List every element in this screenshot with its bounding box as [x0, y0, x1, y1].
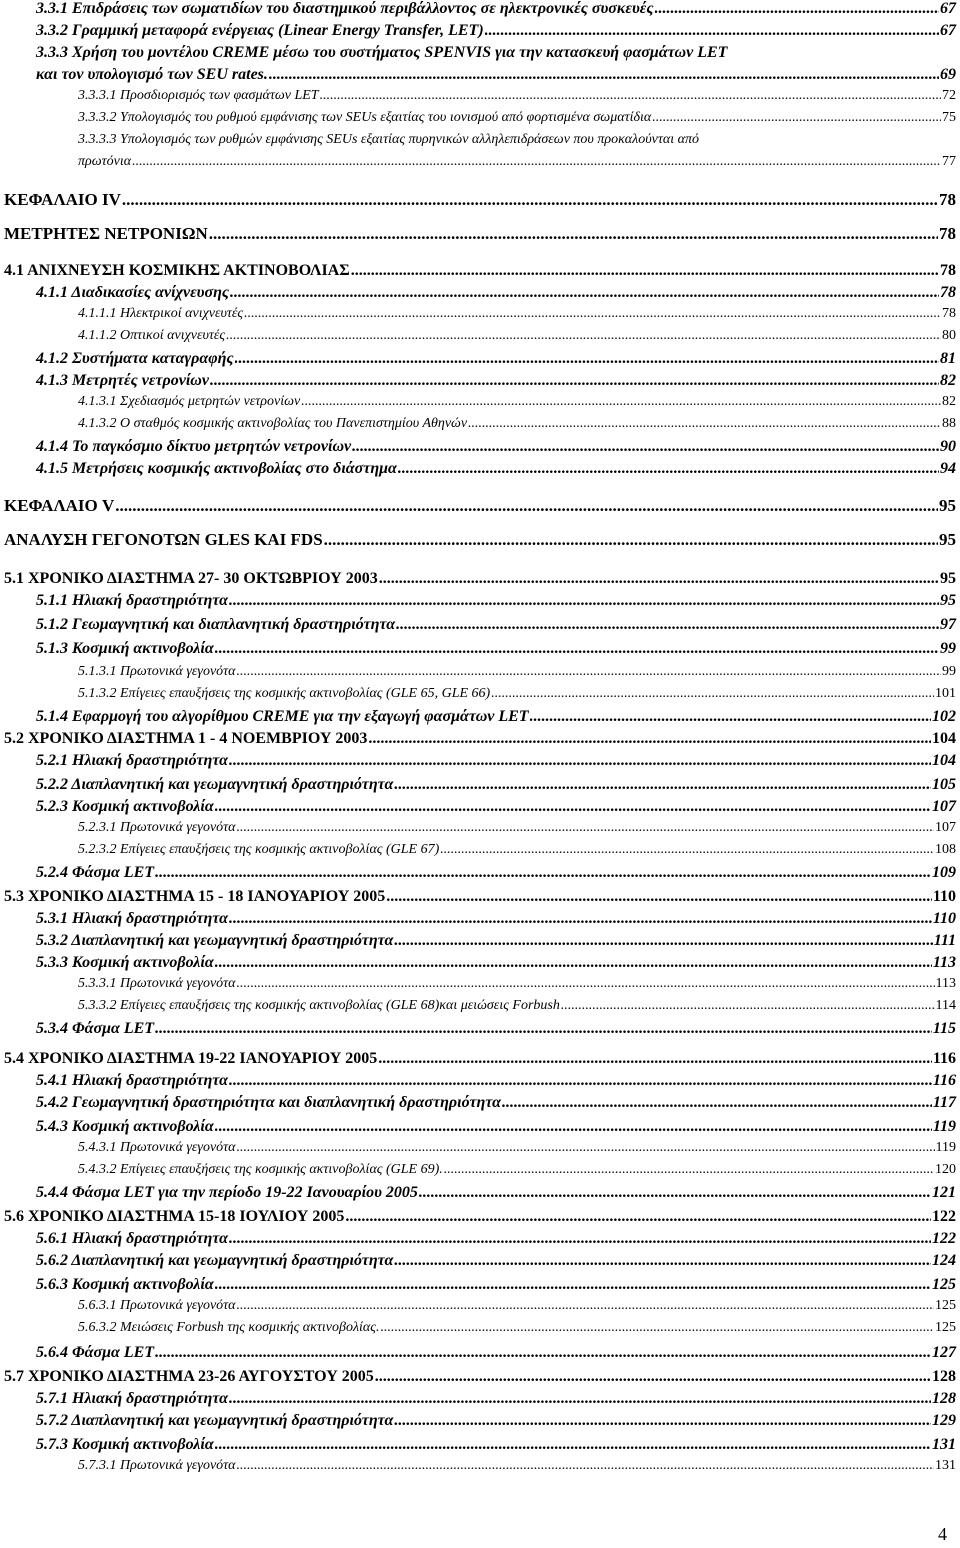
toc-entry[interactable] — [4, 496, 956, 516]
toc-entry-title: 3.3.2 Γραμμική μεταφορά ενέργειας (Linear Energy Transfer, LET) — [36, 22, 484, 39]
toc-entry-title: 5.6.2 Διαπλανητική και γεωμαγνητική δραστηριότητα — [36, 1252, 394, 1269]
toc-leader-dots — [485, 22, 939, 40]
toc-leader-dots — [652, 110, 941, 126]
toc-page-number: 113 — [935, 976, 956, 991]
toc-entry[interactable] — [4, 530, 956, 550]
toc-entry-title: ΑΝΑΛΥΣΗ ΓΕΓΟΝΟΤΩΝ GLES ΚΑΙ FDS — [4, 530, 323, 549]
toc-leader-dots — [244, 306, 941, 322]
toc-entry-title: 5.6.3 Κοσμική ακτινοβολία — [36, 1276, 214, 1293]
toc-entry[interactable] — [36, 284, 956, 302]
toc-entry[interactable] — [78, 1458, 956, 1474]
toc-entry[interactable] — [78, 998, 956, 1014]
toc-page-number: 113 — [932, 954, 956, 971]
toc-leader-dots — [324, 530, 938, 550]
toc-page-number: 128 — [932, 1368, 956, 1385]
toc-entry[interactable] — [36, 798, 956, 816]
toc-entry-title: 5.4.4 Φάσμα LET για την περίοδο 19-22 Ιανουαρίου 2005 — [36, 1184, 418, 1201]
toc-leader-dots — [237, 664, 941, 680]
toc-entry[interactable] — [36, 776, 956, 794]
toc-page-number: 101 — [935, 686, 956, 701]
toc-leader-dots — [215, 798, 931, 816]
toc-leader-dots — [215, 640, 939, 658]
toc-entry-title: 5.3.2 Διαπλανητική και γεωμαγνητική δραστηριότητα — [36, 932, 394, 949]
toc-entry[interactable] — [4, 1368, 956, 1386]
toc-leader-dots — [394, 1252, 931, 1270]
toc-entry[interactable] — [36, 1184, 956, 1202]
toc-page-number: 128 — [932, 1390, 956, 1407]
toc-entry[interactable] — [36, 932, 956, 950]
toc-entry-title: 5.1.2 Γεωμαγνητική και διαπλανητική δραστηριότητα — [36, 616, 396, 633]
toc-entry-title: 5.3.3.2 Επίγειες επαυξήσεις της κοσμικής ακτινοβολίας (GLE 68)και μειώσεις Forbush — [78, 998, 560, 1013]
toc-page-number: 88 — [942, 416, 956, 431]
toc-entry[interactable] — [78, 416, 956, 432]
toc-page-number: 127 — [932, 1344, 956, 1361]
toc-entry[interactable] — [36, 752, 956, 770]
toc-entry-title: 4.1.3.2 Ο σταθμός κοσμικής ακτινοβολίας του Πανεπιστημίου Αθηνών — [78, 416, 468, 431]
toc-entry[interactable] — [36, 350, 956, 368]
toc-page-number: 107 — [935, 820, 956, 835]
toc-page-number: 99 — [942, 664, 956, 679]
toc-entry-title: 4.1.3 Μετρητές νετρονίων — [36, 372, 209, 389]
toc-leader-dots — [491, 686, 934, 702]
toc-leader-dots — [155, 1344, 931, 1362]
toc-entry-title: 5.3.3.1 Πρωτονικά γεγονότα — [78, 976, 236, 991]
toc-page-number: 82 — [942, 394, 956, 409]
toc-leader-dots — [215, 1276, 931, 1294]
toc-entry-title: 5.7 ΧΡΟΝΙΚΟ ΔΙΑΣΤΗΜΑ 23-26 ΑΥΓΟΥΣΤΟΥ 2005 — [4, 1368, 374, 1385]
toc-page-number: 119 — [932, 1118, 956, 1135]
toc-leader-dots — [394, 932, 932, 950]
toc-entry-title: 4.1.4 Το παγκόσμιο δίκτυο μετρητών νετρονίων — [36, 438, 352, 455]
toc-page-number: 69 — [940, 66, 956, 83]
toc-entry[interactable] — [78, 110, 956, 126]
toc-leader-dots — [215, 1436, 931, 1454]
toc-entry[interactable] — [36, 1252, 956, 1270]
toc-page-number: 131 — [932, 1436, 956, 1453]
toc-page-number: 67 — [940, 0, 956, 17]
toc-page-number: 95 — [940, 570, 956, 587]
toc-leader-dots — [229, 592, 939, 610]
toc-entry-title: 5.6.4 Φάσμα LET — [36, 1344, 155, 1361]
toc-entry-title: 5.6 ΧΡΟΝΙΚΟ ΔΙΑΣΤΗΜΑ 15-18 ΙΟΥΛΙΟΥ 2005 — [4, 1208, 345, 1225]
toc-entry-title: ΜΕΤΡΗΤΕΣ ΝΕΤΡΟΝΙΩΝ — [4, 224, 208, 243]
toc-entry-title: 5.2.2 Διαπλανητική και γεωμαγνητική δραστηριότητα — [36, 776, 394, 793]
toc-leader-dots — [237, 1298, 934, 1314]
toc-leader-dots — [368, 730, 931, 748]
toc-page-number: 78 — [942, 306, 956, 321]
toc-entry[interactable] — [36, 1094, 956, 1112]
toc-page-number: 95 — [939, 530, 956, 549]
toc-leader-dots — [215, 954, 932, 972]
toc-leader-dots — [237, 1140, 935, 1156]
toc-entry-title: 5.1.3 Κοσμική ακτινοβολία — [36, 640, 214, 657]
toc-entry[interactable] — [36, 1072, 956, 1090]
toc-leader-dots — [155, 1020, 932, 1038]
toc-entry-title: ΚΕΦΑΛΑΙΟ V — [4, 496, 115, 515]
toc-entry-title: 5.4.3 Κοσμική ακτινοβολία — [36, 1118, 214, 1135]
toc-entry-title: 5.4.1 Ηλιακή δραστηριότητα — [36, 1072, 228, 1089]
toc-leader-dots — [301, 394, 941, 410]
toc-entry-title: 5.7.1 Ηλιακή δραστηριότητα — [36, 1390, 228, 1407]
toc-entry[interactable] — [4, 224, 956, 244]
toc-entry-title: 5.3.4 Φάσμα LET — [36, 1020, 155, 1037]
toc-entry-title: 5.2 ΧΡΟΝΙΚΟ ΔΙΑΣΤΗΜΑ 1 - 4 ΝΟΕΜΒΡΙΟΥ 2003 — [4, 730, 368, 747]
toc-entry-title: 3.3.3.2 Υπολογισμός του ρυθμού εμφάνισης των SEUs εξαιτίας του ιονισμού από φορτισμένα σωματίδια — [78, 110, 652, 125]
toc-entry[interactable] — [78, 328, 956, 344]
toc-page-number: 115 — [932, 1020, 956, 1037]
toc-entry[interactable] — [4, 570, 956, 588]
toc-entry-title: 5.1.3.1 Πρωτονικά γεγονότα — [78, 664, 236, 679]
toc-leader-dots — [122, 190, 938, 210]
toc-page-number: 78 — [940, 262, 956, 279]
toc-entry[interactable] — [36, 640, 956, 658]
toc-entry-title: 4.1.1.2 Οπτικοί ανιχνευτές — [78, 328, 226, 343]
toc-page-number: 122 — [932, 1208, 956, 1225]
toc-entry[interactable] — [78, 664, 956, 680]
toc-leader-dots — [468, 416, 941, 432]
toc-entry-title: 4.1 ΑΝΙΧΝΕΥΣΗ ΚΟΣΜΙΚΗΣ ΑΚΤΙΝΟΒΟΛΙΑΣ — [4, 262, 350, 279]
toc-entry[interactable] — [36, 1390, 956, 1408]
toc-entry[interactable] — [36, 864, 956, 882]
toc-leader-dots — [235, 350, 940, 368]
toc-page-number: 122 — [932, 1230, 956, 1247]
toc-entry-title: 4.1.3.1 Σχεδιασμός μετρητών νετρονίων — [78, 394, 301, 409]
toc-entry-title: και τον υπολογισμό των SEU rates. — [36, 66, 268, 83]
toc-page-number: 82 — [940, 372, 956, 389]
toc-entry-title: 5.7.3.1 Πρωτονικά γεγονότα — [78, 1458, 236, 1473]
toc-entry[interactable] — [4, 1208, 956, 1226]
toc-page-number: 131 — [935, 1458, 956, 1473]
toc-entry-title: 5.3 ΧΡΟΝΙΚΟ ΔΙΑΣΤΗΜΑ 15 - 18 ΙΑΝΟΥΑΡΙΟΥ 2005 — [4, 888, 386, 905]
toc-entry[interactable] — [78, 1162, 956, 1178]
toc-page-number: 78 — [939, 224, 956, 243]
toc-leader-dots — [398, 460, 939, 478]
toc-page-number: 114 — [935, 998, 956, 1013]
toc-leader-dots — [237, 1458, 934, 1474]
toc-leader-dots — [379, 570, 939, 588]
toc-entry[interactable] — [4, 730, 956, 748]
toc-leader-dots — [502, 1094, 932, 1112]
toc-leader-dots — [229, 910, 932, 928]
toc-entry-title: 5.1.4 Εφαρμογή του αλγορίθμου CREME για την εξαγωγή φασμάτων LET — [36, 708, 529, 725]
toc-entry[interactable] — [78, 1298, 956, 1314]
toc-leader-dots — [386, 888, 932, 906]
toc-page-number: 80 — [942, 328, 956, 343]
toc-page-number: 97 — [940, 616, 956, 633]
toc-page-number: 105 — [932, 776, 956, 793]
toc-entry-title: 5.4.2 Γεωμαγνητική δραστηριότητα και διαπλανητική δραστηριότητα — [36, 1094, 501, 1111]
toc-entry-title: 4.1.5 Μετρήσεις κοσμικής ακτινοβολίας στο διάστημα — [36, 460, 397, 477]
toc-page-number: 77 — [942, 154, 956, 169]
toc-leader-dots — [351, 262, 939, 280]
toc-entry[interactable] — [78, 88, 956, 104]
toc-leader-dots — [444, 1162, 934, 1178]
toc-leader-dots — [155, 864, 931, 882]
toc-entry-title: 3.3.1 Επιδράσεις των σωματιδίων του διαστημικού περιβάλλοντος σε ηλεκτρονικές συσκευές — [36, 0, 654, 17]
toc-entry[interactable] — [36, 1276, 956, 1294]
toc-entry[interactable] — [78, 842, 956, 858]
toc-entry[interactable] — [36, 1020, 956, 1038]
toc-entry-title: 5.4.3.2 Επίγειες επαυξήσεις της κοσμικής ακτινοβολίας (GLE 69). — [78, 1162, 443, 1177]
toc-entry[interactable] — [36, 460, 956, 478]
toc-leader-dots — [132, 154, 941, 170]
toc-entry-title: 5.3.1 Ηλιακή δραστηριότητα — [36, 910, 228, 927]
toc-leader-dots — [320, 88, 941, 104]
toc-leader-dots — [226, 328, 941, 344]
toc-page-number: 110 — [932, 910, 956, 927]
toc-entry-title: 5.2.4 Φάσμα LET — [36, 864, 155, 881]
toc-page-number: 111 — [933, 932, 956, 949]
toc-leader-dots — [210, 372, 939, 390]
toc-page-number: 107 — [932, 798, 956, 815]
toc-page-number: 120 — [935, 1162, 956, 1177]
toc-entry[interactable] — [36, 592, 956, 610]
toc-page-number: 90 — [940, 438, 956, 455]
toc-entry[interactable] — [36, 0, 956, 18]
toc-entry-title: 4.1.1.1 Ηλεκτρικοί ανιχνευτές — [78, 306, 244, 321]
toc-page-number: 121 — [932, 1184, 956, 1201]
toc-entry-title: 5.6.1 Ηλιακή δραστηριότητα — [36, 1230, 228, 1247]
toc-leader-dots — [394, 776, 931, 794]
toc-leader-dots — [655, 0, 940, 18]
toc-entry-text: 3.3.3 Χρήση του μοντέλου CREME μέσω του συστήματος SPENVIS για την κατασκευή φασμάτων LET — [36, 44, 728, 61]
toc-leader-dots — [530, 708, 931, 726]
toc-page-number: 94 — [940, 460, 956, 477]
toc-entry[interactable] — [36, 910, 956, 928]
toc-page-number: 116 — [932, 1072, 956, 1089]
toc-entry[interactable] — [36, 616, 956, 634]
toc-entry[interactable] — [36, 1230, 956, 1248]
toc-page-number: 125 — [935, 1298, 956, 1313]
toc-entry[interactable] — [36, 66, 956, 84]
toc-entry-title: 5.1 ΧΡΟΝΙΚΟ ΔΙΑΣΤΗΜΑ 27- 30 ΟΚΤΩΒΡΙΟΥ 2003 — [4, 570, 378, 587]
toc-page-number: 104 — [932, 730, 956, 747]
toc-entry[interactable] — [4, 262, 956, 280]
page-number: 4 — [938, 1524, 947, 1544]
toc-leader-dots — [561, 998, 935, 1014]
toc-page-number: 119 — [935, 1140, 956, 1155]
toc-page-number: 95 — [939, 496, 956, 515]
toc-entry-title: ΚΕΦΑΛΑΙΟ IV — [4, 190, 121, 209]
toc-entry[interactable] — [36, 1436, 956, 1454]
toc-leader-dots — [229, 752, 931, 770]
toc-page-number: 72 — [942, 88, 956, 103]
toc-entry-title: 5.4.3.1 Πρωτονικά γεγονότα — [78, 1140, 236, 1155]
toc-entry-title: 3.3.3.1 Προσδιορισμός των φασμάτων LET — [78, 88, 319, 103]
toc-entry-title: 5.2.3 Κοσμική ακτινοβολία — [36, 798, 214, 815]
toc-leader-dots — [209, 224, 938, 244]
toc-page-number: 81 — [940, 350, 956, 367]
toc-leader-dots — [269, 66, 939, 84]
toc-entry[interactable] — [36, 1344, 956, 1362]
toc-leader-dots — [345, 1208, 931, 1226]
toc-page-number: 110 — [932, 888, 956, 905]
toc-leader-dots — [237, 820, 934, 836]
toc-page-number: 102 — [932, 708, 956, 725]
toc-leader-dots — [440, 842, 934, 858]
toc-leader-dots — [229, 1390, 931, 1408]
toc-leader-dots — [375, 1368, 931, 1386]
toc-page-number: 78 — [940, 284, 956, 301]
toc-page-number: 99 — [940, 640, 956, 657]
toc-page-number: 117 — [932, 1094, 956, 1111]
toc-entry-title: 5.6.3.1 Πρωτονικά γεγονότα — [78, 1298, 236, 1313]
toc-entry-title: 5.6.3.2 Μειώσεις Forbush της κοσμικής ακτινοβολίας. — [78, 1320, 380, 1335]
toc-entry[interactable] — [36, 1412, 956, 1430]
toc-leader-dots — [394, 1412, 931, 1430]
toc-entry[interactable] — [4, 1050, 956, 1068]
toc-entry-title: 5.7.3 Κοσμική ακτινοβολία — [36, 1436, 214, 1453]
toc-leader-dots — [215, 1118, 932, 1136]
toc-page-number: 129 — [932, 1412, 956, 1429]
toc-entry-title: 5.2.3.2 Επίγειες επαυξήσεις της κοσμικής ακτινοβολίας (GLE 67) — [78, 842, 440, 857]
toc-leader-dots — [396, 616, 939, 634]
toc-page-number: 125 — [935, 1320, 956, 1335]
toc-entry[interactable] — [36, 708, 956, 726]
toc-entry[interactable] — [78, 1320, 956, 1336]
toc-entry[interactable] — [36, 22, 956, 40]
toc-entry-title: 5.7.2 Διαπλανητική και γεωμαγνητική δραστηριότητα — [36, 1412, 394, 1429]
toc-entry[interactable] — [78, 1140, 956, 1156]
toc-entry[interactable] — [36, 372, 956, 390]
toc-entry[interactable] — [36, 1118, 956, 1136]
toc-entry[interactable] — [78, 686, 956, 702]
toc-page-number: 125 — [932, 1276, 956, 1293]
toc-page-number: 67 — [940, 22, 956, 39]
toc-entry-title: 4.1.1 Διαδικασίες ανίχνευσης — [36, 284, 230, 301]
toc-page-number: 78 — [939, 190, 956, 209]
toc-entry-title: 5.2.3.1 Πρωτονικά γεγονότα — [78, 820, 236, 835]
toc-leader-dots — [352, 438, 939, 456]
toc-leader-dots — [419, 1184, 931, 1202]
toc-entry-title: 5.3.3 Κοσμική ακτινοβολία — [36, 954, 214, 971]
toc-entry-title: 4.1.2 Συστήματα καταγραφής — [36, 350, 234, 367]
toc-leader-dots — [229, 1230, 931, 1248]
toc-leader-dots — [378, 1050, 932, 1068]
toc-entry-title: 5.4 ΧΡΟΝΙΚΟ ΔΙΑΣΤΗΜΑ 19-22 ΙΑΝΟΥΑΡΙΟΥ 2005 — [4, 1050, 378, 1067]
toc-entry-title: πρωτόνια — [78, 154, 132, 169]
toc-leader-dots — [237, 976, 935, 992]
toc-entry[interactable] — [4, 888, 956, 906]
toc-page-number: 124 — [932, 1252, 956, 1269]
toc-page-number: 109 — [932, 864, 956, 881]
toc-page-number: 104 — [932, 752, 956, 769]
toc-leader-dots — [230, 284, 939, 302]
toc-entry[interactable] — [78, 306, 956, 322]
toc-leader-dots — [229, 1072, 932, 1090]
toc-entry[interactable] — [78, 394, 956, 410]
toc-entry[interactable] — [78, 976, 956, 992]
toc-entry[interactable] — [78, 820, 956, 836]
toc-entry-title: 5.1.1 Ηλιακή δραστηριότητα — [36, 592, 228, 609]
toc-leader-dots — [115, 496, 938, 516]
toc-page-number: 116 — [932, 1050, 956, 1067]
toc-page-number: 95 — [940, 592, 956, 609]
toc-page-number: 108 — [935, 842, 956, 857]
toc-entry[interactable] — [4, 190, 956, 210]
toc-leader-dots — [380, 1320, 934, 1336]
toc-entry-text: 3.3.3.3 Υπολογισμός των ρυθμών εμφάνισης SEUs εξαιτίας πυρηνικών αλληλεπιδράσεων που προκαλούνται από — [78, 132, 699, 147]
toc-entry-title: 5.2.1 Ηλιακή δραστηριότητα — [36, 752, 228, 769]
toc-entry[interactable] — [36, 954, 956, 972]
toc-entry-title: 5.1.3.2 Επίγειες επαυξήσεις της κοσμικής ακτινοβολίας (GLE 65, GLE 66) — [78, 686, 491, 701]
toc-entry[interactable] — [78, 154, 956, 170]
toc-entry[interactable] — [36, 438, 956, 456]
toc-page-number: 75 — [942, 110, 956, 125]
